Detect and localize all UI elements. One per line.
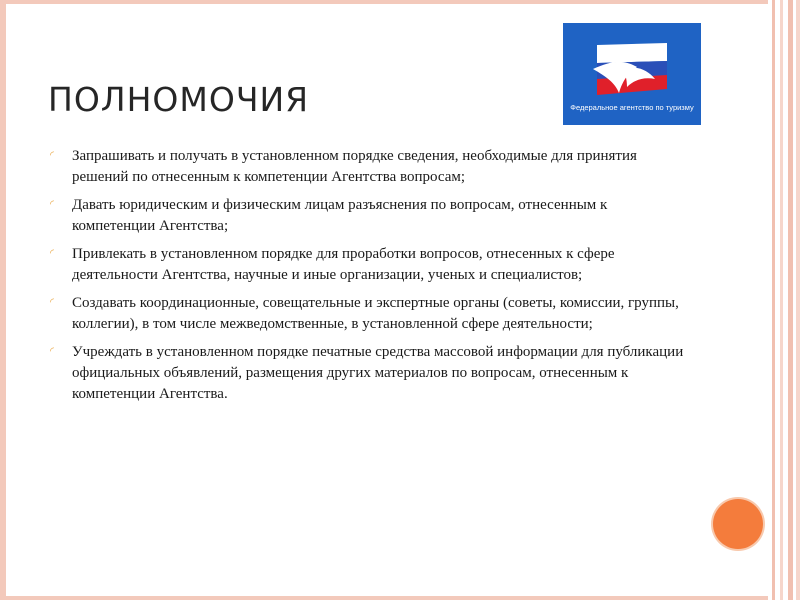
bullet-list [48,146,688,412]
slide-title: ПОЛНОМОЧИЯ [48,80,310,119]
list-item [48,342,688,405]
frame-bottom-border [0,596,800,600]
frame-left-border [0,0,6,600]
curved-bullet-icon: ◜ [50,248,54,259]
logo-caption: Федеральное агентство по туризму [570,103,694,112]
list-item [48,293,688,335]
list-item [48,146,688,188]
bullet-text: Создавать координационные, совещательные и экспертные органы (советы, комиссии, группы, коллегии), в том числе межведомственные, в установленной сфере деятельности; [72,295,679,332]
agency-logo [563,23,701,125]
list-item [48,244,688,286]
curved-bullet-icon: ◜ [50,297,54,308]
bullet-text: Учреждать в установленном порядке печатные средства массовой информации для публикации официальных объявлений, размещения других материалов по вопросам, отнесенным к компетенции Агентства. [72,344,684,402]
list-item [48,195,688,237]
curved-bullet-icon: ◜ [50,199,54,210]
frame-right-stripes [768,0,800,600]
curved-bullet-icon: ◜ [50,150,54,161]
bullet-text: Давать юридическим и физическим лицам разъяснения по вопросам, отнесенным к компетенции Агентства; [72,197,608,234]
frame-top-border [0,0,800,4]
decorative-orange-circle [713,499,763,549]
bullet-text: Запрашивать и получать в установленном порядке сведения, необходимые для принятия решений по отнесенным к компетенции Агентства вопросам; [72,148,637,185]
curved-bullet-icon: ◜ [50,346,54,357]
bullet-text: Привлекать в установленном порядке для проработки вопросов, отнесенных к сфере деятельности Агентства, научные и иные организации, ученых и специалистов; [72,246,615,283]
